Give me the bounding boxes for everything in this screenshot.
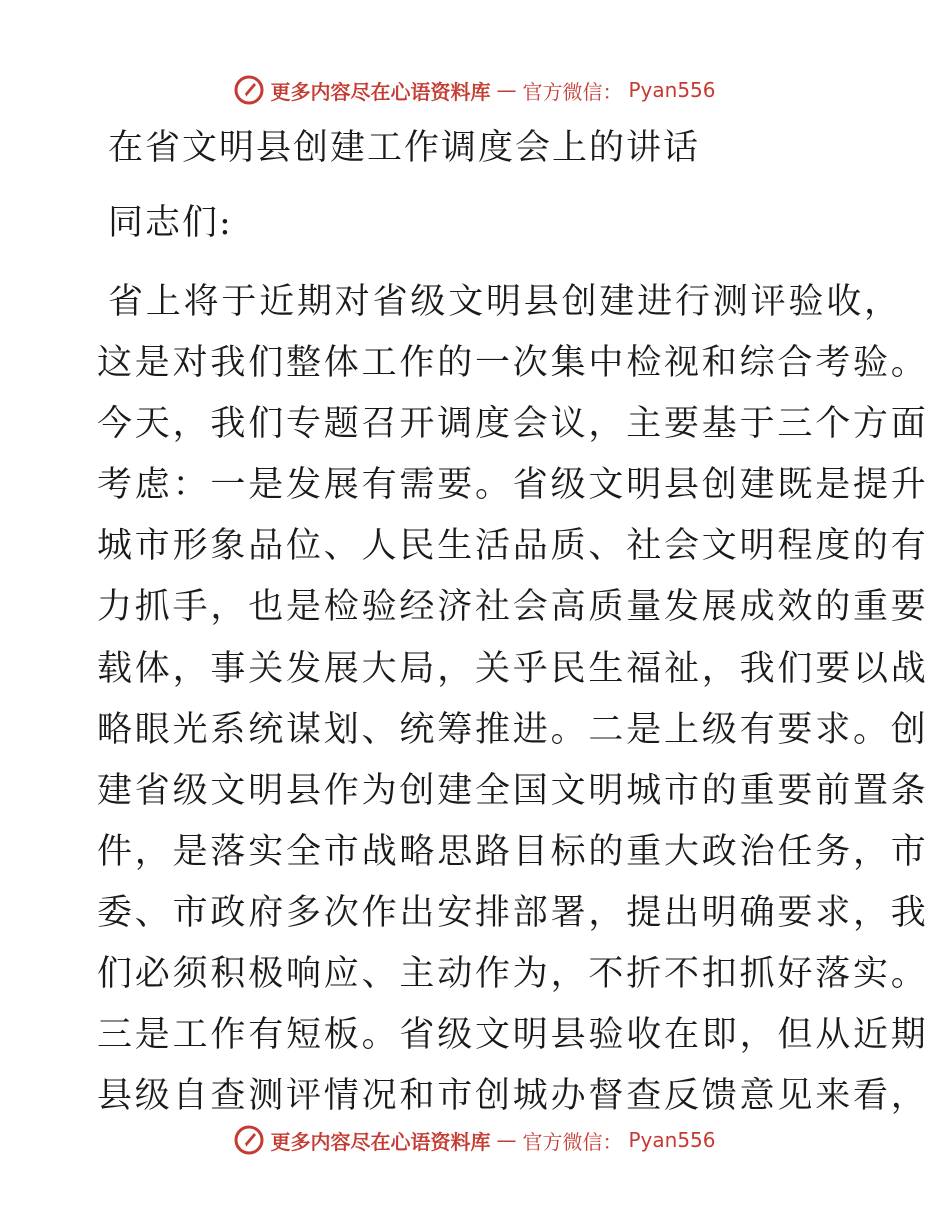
text-line: 这是对我们整体工作的一次集中检视和综合考验。 <box>97 343 929 384</box>
watermark-separator: — <box>496 78 517 102</box>
watermark-wechat-id: Pyan556 <box>628 1128 716 1152</box>
text-line: 三是工作有短板。省级文明县验收在即，但从近期 <box>97 1015 929 1056</box>
watermark-wechat-label: 官方微信： <box>522 1129 623 1154</box>
header-watermark <box>0 70 950 110</box>
text-line: 们必须积极响应、主动作为，不折不扣抓好落实。 <box>97 954 929 995</box>
salutation: 同志们: <box>108 203 233 243</box>
document-title: 在省文明县创建工作调度会上的讲话 <box>108 128 701 168</box>
text-line: 略眼光系统谋划、统筹推进。二是上级有要求。创 <box>97 709 929 750</box>
watermark-brand: 更多内容尽在心语资料库 <box>270 79 491 104</box>
watermark-separator: — <box>496 1128 517 1152</box>
text-line: 载体，事关发展大局，关乎民生福祉，我们要以战 <box>97 648 929 689</box>
text-line: 建省级文明县作为创建全国文明城市的重要前置条 <box>97 770 929 811</box>
watermark-wechat-label: 官方微信： <box>522 79 623 104</box>
quill-seal-icon <box>234 1125 264 1155</box>
text-line: 考虑：一是发展有需要。省级文明县创建既是提升 <box>97 465 929 506</box>
quill-seal-icon <box>234 75 264 105</box>
body-paragraph <box>97 272 929 1127</box>
text-line: 力抓手，也是检验经济社会高质量发展成效的重要 <box>97 587 929 628</box>
footer-watermark <box>0 1120 950 1160</box>
text-line: 委、市政府多次作出安排部署，提出明确要求，我 <box>97 892 929 933</box>
watermark-brand: 更多内容尽在心语资料库 <box>270 1129 491 1154</box>
text-line: 今天，我们专题召开调度会议，主要基于三个方面 <box>97 404 929 445</box>
watermark-wechat-id: Pyan556 <box>628 78 716 102</box>
text-line: 件，是落实全市战略思路目标的重大政治任务，市 <box>97 831 929 872</box>
text-line: 县级自查测评情况和市创城办督查反馈意见来看， <box>97 1076 929 1117</box>
text-line: 省上将于近期对省级文明县创建进行测评验收， <box>108 282 902 322</box>
text-line: 城市形象品位、人民生活品质、社会文明程度的有 <box>97 526 929 567</box>
